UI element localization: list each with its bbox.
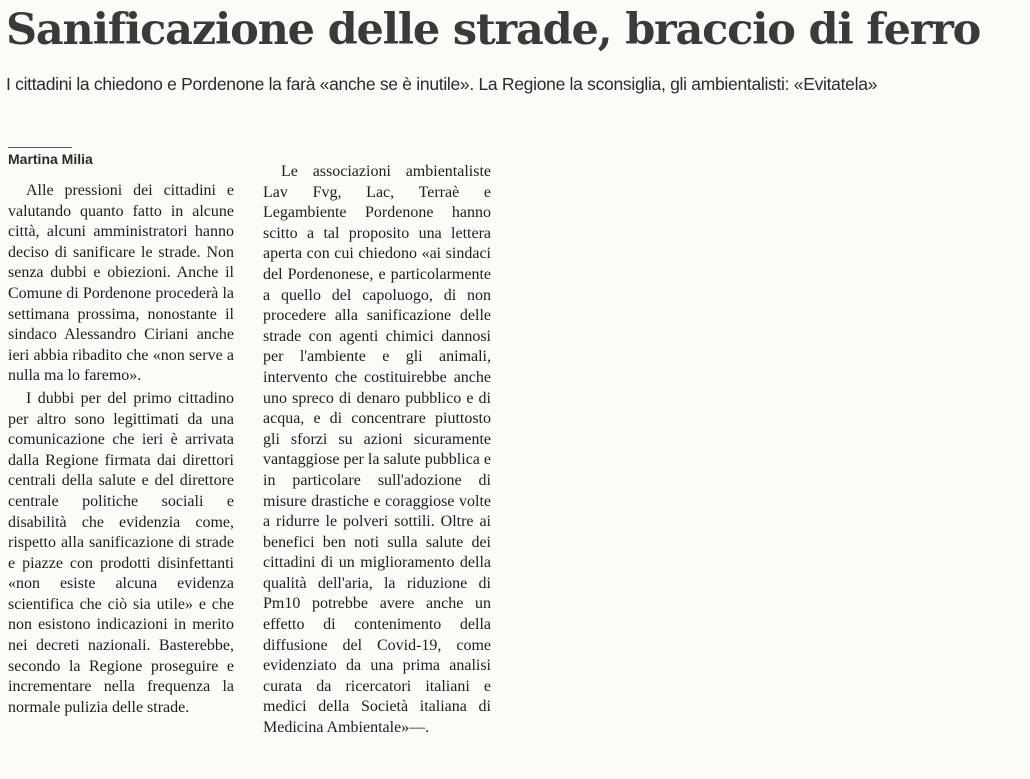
article-subheadline: I cittadini la chiedono e Pordenone la farà «anche se è inutile». La Regione la sconsiglia, gli ambientalisti: «Evitatela» — [6, 74, 878, 94]
article-column-2 — [263, 162, 491, 739]
column-1-paragraph-1: Alle pressioni dei cittadini e valutando quanto fatto in alcune città, alcuni amministratori hanno deciso di sanificare le strade. Non senza dubbi e obiezioni. Anche il Comune di Pordenone procederà la settimana prossima, nonostante il sindaco Alessandro Ciriani anche ieri abbia ribadito che «non serve a nulla ma lo faremo». — [8, 182, 234, 385]
column-2-paragraph-1: Le associazioni ambientaliste Lav Fvg, Lac, Terraè e Legambiente Pordenone hanno scitto a tal proposito una lettera aperta con cui chiedono «ai sindaci del Pordenonese, e particolarmente a quello del capoluogo, di non procedere alla sanificazione delle strade con agenti chimici dannosi per l'ambiente e gli animali, intervento che costituirebbe anche uno spreco di denaro pubblico e di acqua, e di concentrare piuttosto gli sforzi su azioni sicuramente vantaggiose per la salute pubblica e in particolare sull'adozione di misure drastiche e coraggiose volte a ridurre le polveri sottili. Oltre ai benefici ben noti sulla salute dei cittadini di un miglioramento della qualità dell'aria, la riduzione di Pm10 potrebbe avere anche un effetto di contenimento della diffusione del Covid-19, come evidenziato da una prima analisi curata da ricercatori italiani e medici della Società italiana di Medicina Ambientale»—. — [263, 163, 491, 737]
column-1-paragraph-2: I dubbi per del primo cittadino per altro sono legittimati da una comunicazione che ieri è arrivata dalla Regione firmata dai direttori centrali della salute e del direttore centrale politiche sociali e disabilità che evidenzia come, rispetto alla sanificazione di strade e piazze con prodotti disinfettanti «non esiste alcuna evidenza scientifica che ciò sia utile» e che non esistono indicazioni in merito nei decreti nazionali. Basterebbe, secondo la Regione proseguire e incrementare nella frequenza la normale pulizia delle strade. — [8, 389, 234, 716]
byline-rule — [8, 147, 72, 148]
article-column-1 — [8, 181, 234, 718]
article-headline: Sanificazione delle strade, braccio di ferro — [6, 5, 981, 55]
article-byline: Martina Milia — [8, 151, 93, 167]
